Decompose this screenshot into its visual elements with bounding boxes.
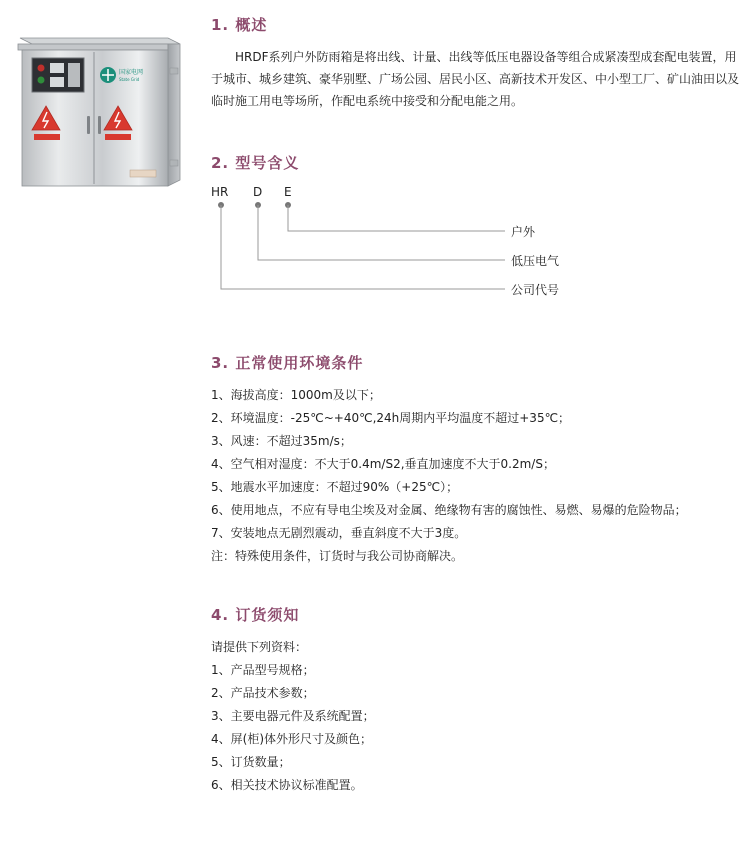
model-diagram-lines xyxy=(0,0,750,320)
model-code-hr: HR xyxy=(211,185,229,199)
condition-item: 1、海拔高度：1000m及以下； xyxy=(211,388,381,402)
condition-item: 4、空气相对湿度：不大于0.4m/S2,垂直加速度不大于0.2m/S； xyxy=(211,457,555,471)
section-heading-model: 2. 型号含义 xyxy=(211,154,300,172)
ordering-item: 2、产品技术参数； xyxy=(211,686,315,700)
model-meaning-low-voltage: 低压电气 xyxy=(511,254,560,268)
overview-text: HRDF系列户外防雨箱是将出线、计量、出线等低压电器设备等组合成紧凑型成套配电装置，用于城市、城乡建筑、豪华别墅、广场公园、居民小区、高新技术开发区、中小型工厂、矿山油田以及临时施工用电等场所，作配电系统中接受和分配电能之用。 xyxy=(211,50,740,108)
condition-note: 注：特殊使用条件，订货时与我公司协商解决。 xyxy=(211,549,464,563)
ordering-item: 5、订货数量； xyxy=(211,755,291,769)
model-meaning-outdoor: 户外 xyxy=(511,225,536,239)
svg-text:State Grid: State Grid xyxy=(119,77,140,82)
condition-item: 3、风速：不超过35m/s； xyxy=(211,434,352,448)
ordering-item: 3、主要电器元件及系统配置； xyxy=(211,709,375,723)
model-meaning-company-code: 公司代号 xyxy=(511,283,560,297)
section-heading-overview: 1. 概述 xyxy=(211,16,268,34)
section-heading-ordering: 4. 订货须知 xyxy=(211,606,300,624)
model-code-d: D xyxy=(253,185,263,199)
condition-item: 5、地震水平加速度：不超过90%（+25℃）； xyxy=(211,480,459,494)
condition-item: 6、使用地点，不应有导电尘埃及对金属、绝缘物有害的腐蚀性、易燃、易爆的危险物品； xyxy=(211,503,687,517)
condition-item: 7、安装地点无剧烈震动，垂直斜度不大于3度。 xyxy=(211,526,467,540)
svg-text:国家电网: 国家电网 xyxy=(119,69,144,76)
condition-item: 2、环境温度：-25℃~+40℃,24h周期内平均温度不超过+35℃； xyxy=(211,411,571,425)
ordering-intro: 请提供下列资料： xyxy=(211,640,308,654)
model-code-e: E xyxy=(284,185,292,199)
ordering-item: 1、产品型号规格； xyxy=(211,663,315,677)
ordering-item: 4、屏(柜)体外形尺寸及颜色； xyxy=(211,732,372,746)
ordering-item: 6、相关技术协议标准配置。 xyxy=(211,778,363,792)
section-heading-conditions: 3. 正常使用环境条件 xyxy=(211,354,364,372)
